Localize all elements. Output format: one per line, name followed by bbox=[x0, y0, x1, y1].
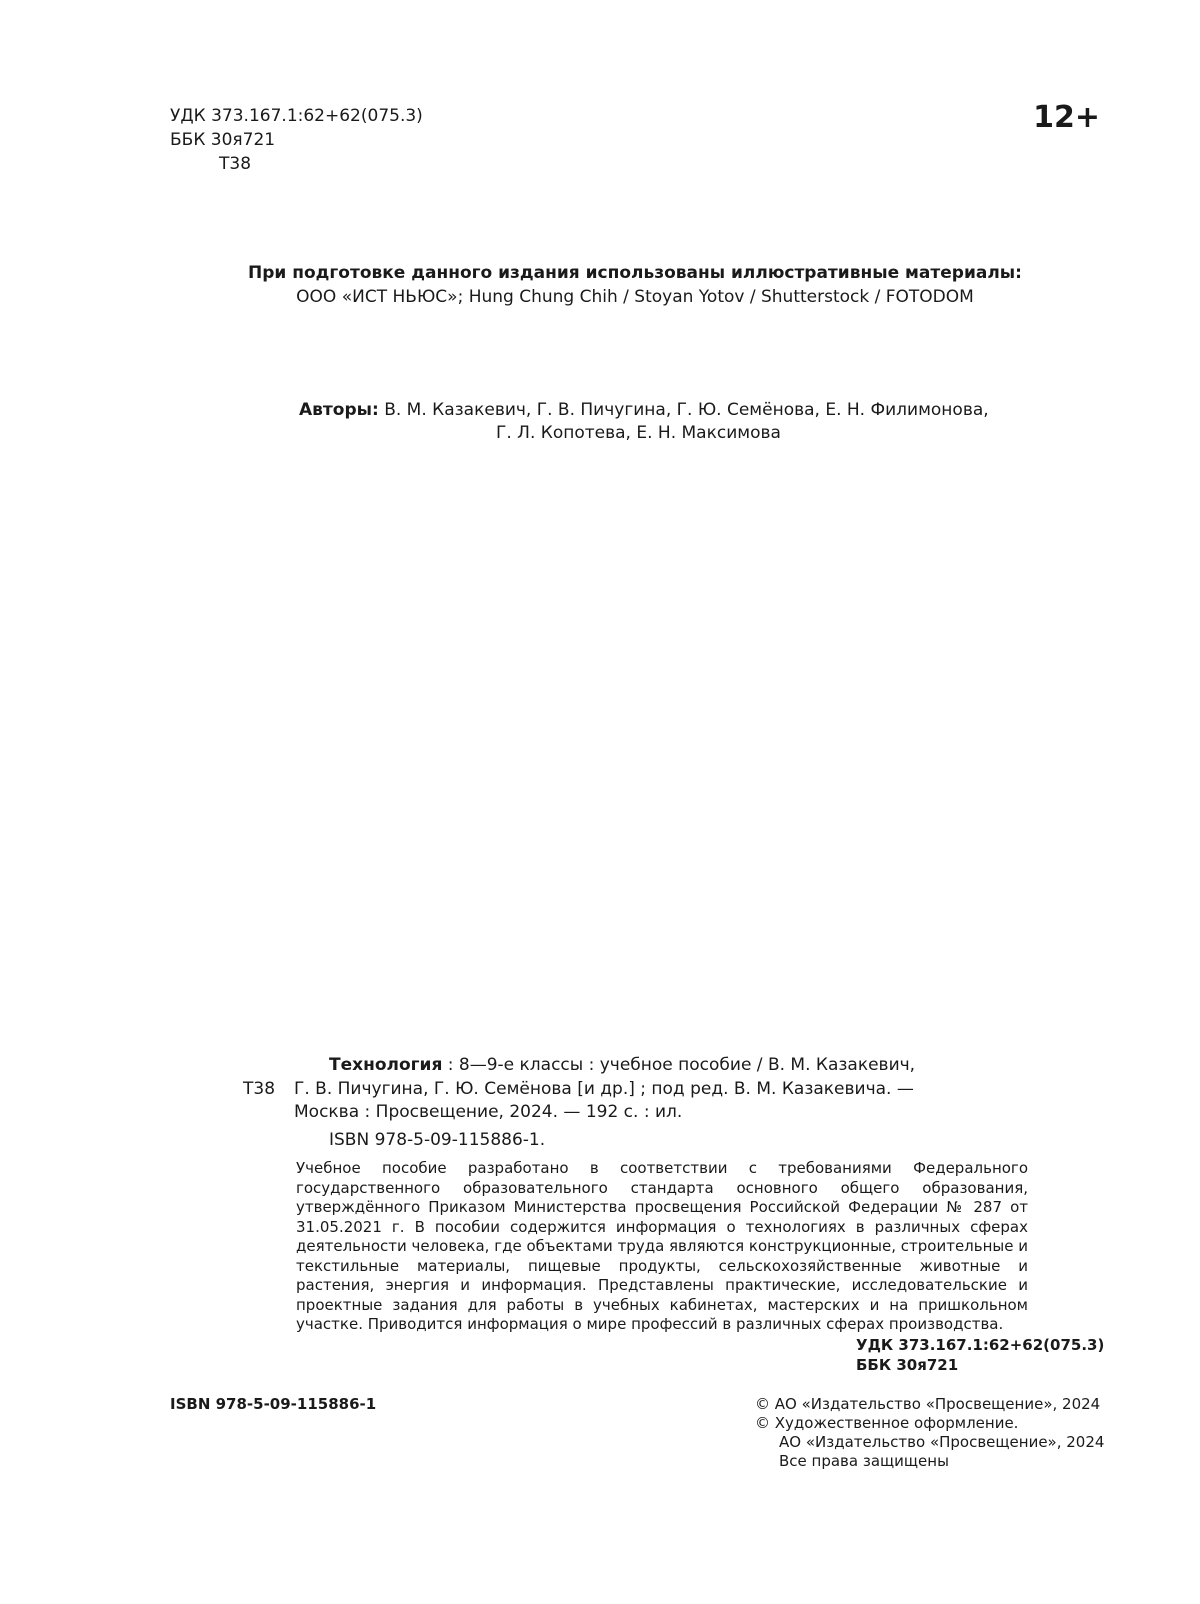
age-rating: 12+ bbox=[1033, 100, 1100, 135]
authors-label: Авторы: bbox=[299, 400, 379, 420]
book-title: Технология bbox=[329, 1055, 443, 1075]
copyright-line-2: © Художественное оформление. bbox=[755, 1414, 1019, 1432]
bib-line-1 bbox=[329, 1053, 915, 1077]
bbk-line: ББК 30я721 bbox=[170, 130, 276, 150]
bib-line-1-rest: : 8—9-е классы : учебное пособие / В. М. Казакевич, bbox=[442, 1055, 916, 1075]
footer-udk: УДК 373.167.1:62+62(075.3) bbox=[856, 1336, 1105, 1354]
copyright-line-3: АО «Издательство «Просвещение», 2024 bbox=[779, 1433, 1105, 1451]
authors-line-2: Г. Л. Копотева, Е. Н. Максимова bbox=[496, 423, 781, 443]
copyright-line-1: © АО «Издательство «Просвещение», 2024 bbox=[755, 1395, 1101, 1413]
authors-line-1 bbox=[299, 398, 989, 422]
udk-line: УДК 373.167.1:62+62(075.3) bbox=[170, 106, 423, 126]
bib-isbn: ISBN 978-5-09-115886-1. bbox=[329, 1130, 546, 1150]
author-mark: Т38 bbox=[219, 154, 252, 174]
isbn-footer: ISBN 978-5-09-115886-1 bbox=[170, 1395, 377, 1413]
illustrations-sources: ООО «ИСТ НЬЮС»; Hung Chung Chih / Stoyan Yotov / Shutterstock / FOTODOM bbox=[296, 287, 974, 307]
annotation: Учебное пособие разработано в соответствии с требованиями Федерального государственного образовательного стандарта основного общего образования, утверждённого Приказом Министерства просвещения Российской Федерации № 287 от 31.05.2021 г. В пособии содержится информация о технологиях в различных сферах деятельности человека, где объектами труда являются конструкционные, строительные и текстильные материалы, пищевые продукты, сельскохозяйственные животные и растения, энергия и информация. Представлены практические, исследовательские и проектные задания для работы в учебных кабинетах, мастерских и на пришкольном участке. Приводится информация о мире профессий в различных сферах производства. bbox=[296, 1159, 1028, 1333]
bib-line-3: Москва : Просвещение, 2024. — 192 с. : ил. bbox=[294, 1102, 683, 1122]
bib-line-2: Г. В. Пичугина, Г. Ю. Семёнова [и др.] ; под ред. В. М. Казакевича. — bbox=[294, 1079, 914, 1099]
illustrations-heading: При подготовке данного издания использованы иллюстративные материалы: bbox=[248, 263, 1022, 283]
bib-author-mark: Т38 bbox=[243, 1079, 276, 1099]
authors-names-1: В. М. Казакевич, Г. В. Пичугина, Г. Ю. Семёнова, Е. Н. Филимонова, bbox=[384, 400, 989, 420]
footer-bbk: ББК 30я721 bbox=[856, 1356, 959, 1374]
copyright-line-4: Все права защищены bbox=[779, 1452, 949, 1470]
